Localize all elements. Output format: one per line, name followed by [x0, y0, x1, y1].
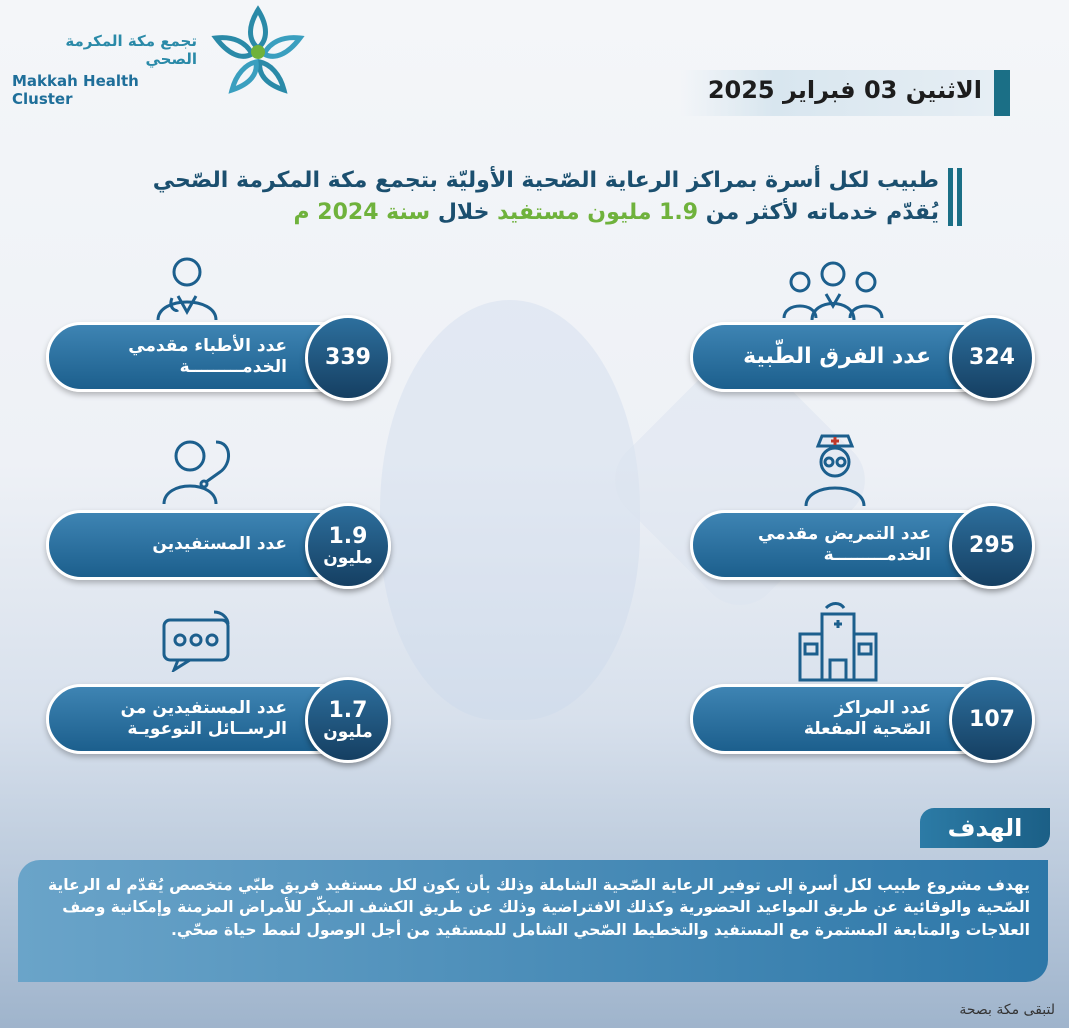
logo-arabic: تجمع مكة المكرمة الصحي	[65, 32, 197, 68]
medical-team-icon	[778, 258, 888, 322]
stat-awareness	[46, 684, 386, 754]
headline-line-2	[293, 200, 939, 225]
stat-unit: مليون	[323, 721, 373, 742]
stat-beneficiaries	[46, 510, 386, 580]
stat-number: 339	[325, 345, 371, 371]
stat-number: 107	[969, 707, 1015, 733]
goal-text: يهدف مشروع طبيب لكل أسرة إلى توفير الرعاية الصّحية الشاملة وذلك بأن يكون لكل مستفيد فريق طبّي متخصص يُقدّم له الرعاية الصّحية والوقائية عن طريق المواعيد الحضورية وكذلك الافتراضية وذلك عن طريق الكشف المبكّر للأمراض المزمنة وإمكانية وصف العلاجات والمتابعة المستمرة مع المستفيد والتخطيط الصّحي الشامل للمستفيد من أجل الوصول لنمط حياة صحّي.	[18, 860, 1048, 982]
footer-slogan: لتبقى مكة بصحة	[959, 1002, 1055, 1018]
stat-nursing	[690, 510, 1030, 580]
nurse-icon	[800, 432, 870, 508]
stat-medical-teams	[690, 322, 1030, 392]
headline-highlight: 1.9 مليون مستفيد	[497, 200, 699, 225]
goal-title: الهدف	[920, 808, 1050, 848]
headline-line-1: طبيب لكل أسرة بمراكز الرعاية الصّحية الأوليّة بتجمع مكة المكرمة الصّحي	[152, 168, 939, 193]
headline-text: خلال	[437, 200, 490, 225]
logo-english: Makkah Health Cluster	[12, 72, 139, 108]
doctor-icon	[152, 252, 222, 322]
stat-label: عدد الفرق الطّبية	[743, 344, 931, 370]
stat-label: عدد المراكز الصّحية المفعلة	[803, 697, 931, 739]
stat-value	[305, 315, 391, 401]
patient-icon	[160, 434, 240, 506]
stat-value	[949, 503, 1035, 589]
headline-year: سنة 2024 م	[293, 200, 431, 225]
stat-value	[305, 677, 391, 763]
date-text: الاثنين 03 فبراير 2025	[707, 76, 982, 104]
stat-centers	[690, 684, 1030, 754]
stat-value	[949, 677, 1035, 763]
stat-label: عدد الأطباء مقدمي الخدمـــــــــة	[128, 335, 287, 377]
stat-label: عدد المستفيدين	[152, 534, 287, 555]
logo-text	[12, 32, 202, 108]
makkah-health-cluster-logo-icon	[208, 4, 308, 96]
headline-text: يُقدّم خدماته لأكثر من	[705, 200, 939, 225]
stat-doctors	[46, 322, 386, 392]
stat-label: عدد التمريض مقدمي الخدمـــــــــة	[758, 523, 931, 565]
stat-label: عدد المستفيدين من الرســائل التوعويـة	[120, 697, 287, 739]
background-shape	[380, 300, 640, 720]
hospital-icon	[796, 598, 880, 682]
stat-value	[305, 503, 391, 589]
stat-number: 295	[969, 533, 1015, 559]
message-icon	[160, 606, 236, 672]
stat-value	[949, 315, 1035, 401]
headline-accent-bar	[948, 168, 962, 226]
stat-number: 1.9	[328, 523, 368, 549]
stat-unit: مليون	[323, 547, 373, 568]
stat-number: 1.7	[328, 697, 368, 723]
stat-number: 324	[969, 345, 1015, 371]
date-banner	[680, 70, 1010, 116]
